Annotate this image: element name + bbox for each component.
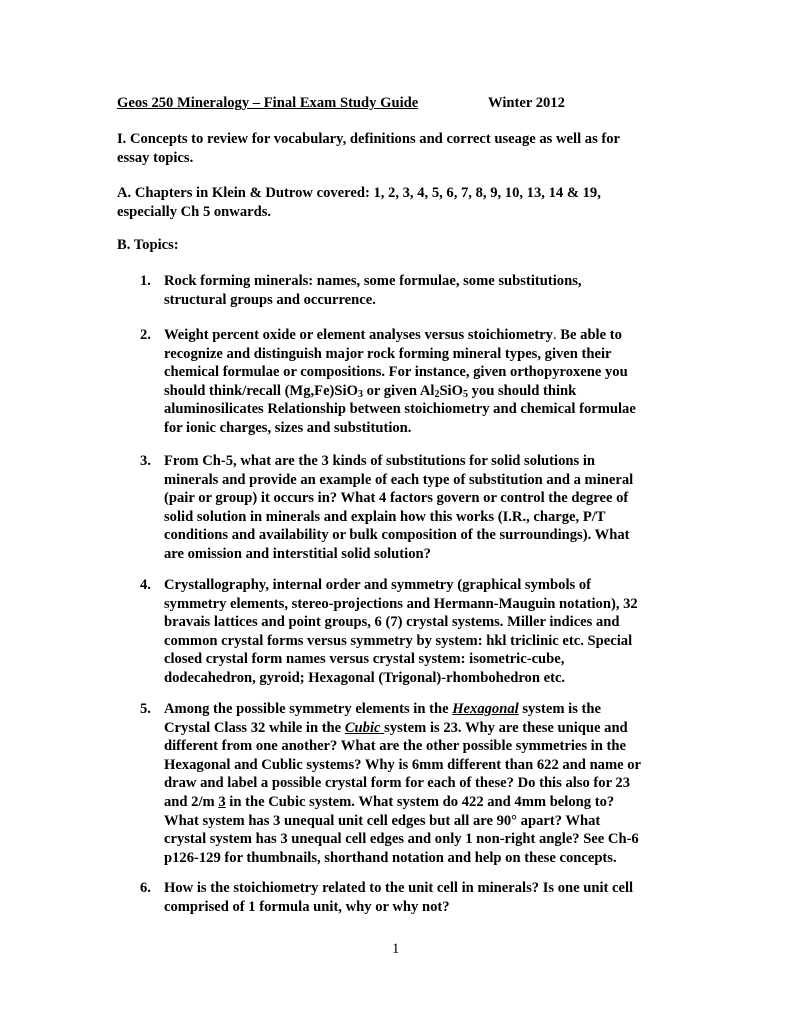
subscript: 5 (462, 388, 468, 400)
item-number: 1. (140, 273, 151, 289)
item-line: bravais lattices and point groups, 6 (7) crystal systems. Miller indices and (164, 614, 620, 631)
hexagonal-term: Hexagonal (452, 701, 519, 717)
item-line: different from one another? What are the other possible symmetries in the (164, 738, 626, 755)
subscript: 3 (357, 388, 363, 400)
item-number: 3. (140, 453, 151, 469)
item-line: Hexagonal and Cublic systems? Why is 6mm different than 622 and name or (164, 756, 642, 773)
item-line (164, 382, 678, 401)
section-a-line: A. Chapters in Klein & Dutrow covered: 1, 2, 3, 4, 5, 6, 7, 8, 9, 10, 13, 14 & 19, (117, 185, 601, 201)
item-text-run: Among the possible symmetry elements in the (164, 701, 453, 717)
item-line (164, 700, 678, 719)
item-line: conditions and availability or bulk composition of the surroundings). What (164, 527, 630, 544)
item-line: common crystal forms versus symmetry by system: hkl triclinic etc. Special (164, 632, 633, 649)
item-line: are omission and interstitial solid solution? (164, 545, 431, 562)
item-line: minerals and provide an example of each type of substitution and a mineral (164, 471, 634, 488)
section-i-line: I. Concepts to review for vocabulary, definitions and correct useage as well as for (117, 131, 621, 147)
section-a-chapters (117, 184, 677, 221)
item-line: What system has 3 unequal unit cell edges but all are 90° apart? What (164, 812, 601, 829)
item-line: From Ch-5, what are the 3 kinds of substitutions for solid solutions in (164, 453, 595, 469)
item-line: recognize and distinguish major rock forming mineral types, given their (164, 345, 612, 362)
item-text-run: or given Al (362, 382, 435, 399)
item-line: for ionic charges, sizes and substitution. (164, 419, 412, 436)
item-line: crystal system has 3 unequal cell edges and only 1 non-right angle? See Ch-6 (164, 831, 639, 848)
item-line: comprised of 1 formula unit, why or why not? (164, 898, 450, 915)
item-text-run: in the Cubic system. What system do 422 and 4mm belong to? (225, 793, 615, 810)
item-line: p126-129 for thumbnails, shorthand notation and help on these concepts. (164, 849, 617, 866)
item-text (164, 452, 678, 564)
item-line: dodecahedron, gyroid; Hexagonal (Trigonal)-rhombohedron etc. (164, 669, 566, 686)
item-text-run: Weight percent oxide or element analyses versus stoichiometry (164, 327, 553, 343)
cubic-term: Cubic (344, 719, 385, 736)
item-text-run: Be able to (556, 327, 622, 343)
item-line: symmetry elements, stereo-projections and Hermann-Mauguin notation), 32 (164, 595, 638, 612)
item-line: solid solution in minerals and explain how this works (I.R., charge, P/T (164, 508, 606, 525)
item-line: Crystallography, internal order and symmetry (graphical symbols of (164, 577, 591, 593)
section-i-concepts (117, 130, 677, 167)
section-b-heading: B. Topics: (117, 237, 179, 253)
subscript: 2 (434, 388, 440, 400)
item-line: draw and label a possible crystal form for each of these? Do this also for 23 (164, 775, 631, 792)
item-number: 4. (140, 577, 151, 593)
item-text-run: SiO (439, 382, 463, 399)
item-line: closed crystal form names versus crystal system: isometric-cube, (164, 651, 565, 668)
item-text-run: . (552, 327, 557, 343)
item-text-run: Crystal Class 32 while in the (164, 719, 345, 736)
item-line: structural groups and occurrence. (164, 291, 376, 308)
page-number: 1 (392, 941, 400, 957)
term-label: Winter 2012 (488, 95, 565, 111)
item-line (164, 326, 678, 345)
rotoinversion-three: 3 (218, 793, 226, 810)
item-line: aluminosilicates Relationship between stoichiometry and chemical formulae (164, 401, 636, 418)
item-number: 2. (140, 327, 151, 343)
course-title: Geos 250 Mineralogy – Final Exam Study Guide (117, 95, 419, 111)
item-text-run: system is 23. Why are these unique and (384, 719, 628, 736)
item-number: 5. (140, 701, 151, 717)
section-i-line: essay topics. (117, 149, 194, 166)
section-a-line: especially Ch 5 onwards. (117, 203, 272, 220)
item-text (164, 879, 678, 916)
item-text-run: and 2/m (164, 793, 219, 810)
item-line: Rock forming minerals: names, some formulae, some substitutions, (164, 273, 582, 289)
page-title (117, 94, 677, 113)
item-text (164, 576, 678, 688)
item-text-run: should think/recall (Mg,Fe)SiO (164, 382, 358, 399)
item-line (164, 793, 678, 812)
item-line: (pair or group) it occurs in? What 4 factors govern or control the degree of (164, 490, 629, 507)
item-text-run: you should think (467, 382, 577, 399)
item-number: 6. (140, 880, 151, 896)
item-text (164, 326, 678, 438)
item-text (164, 700, 678, 867)
item-line: How is the stoichiometry related to the unit cell in minerals? Is one unit cell (164, 880, 634, 896)
item-line (164, 719, 678, 738)
item-line: chemical formulae or compositions. For instance, given orthopyroxene you (164, 364, 628, 381)
item-text-run: system is the (518, 701, 601, 717)
item-text (164, 272, 678, 309)
